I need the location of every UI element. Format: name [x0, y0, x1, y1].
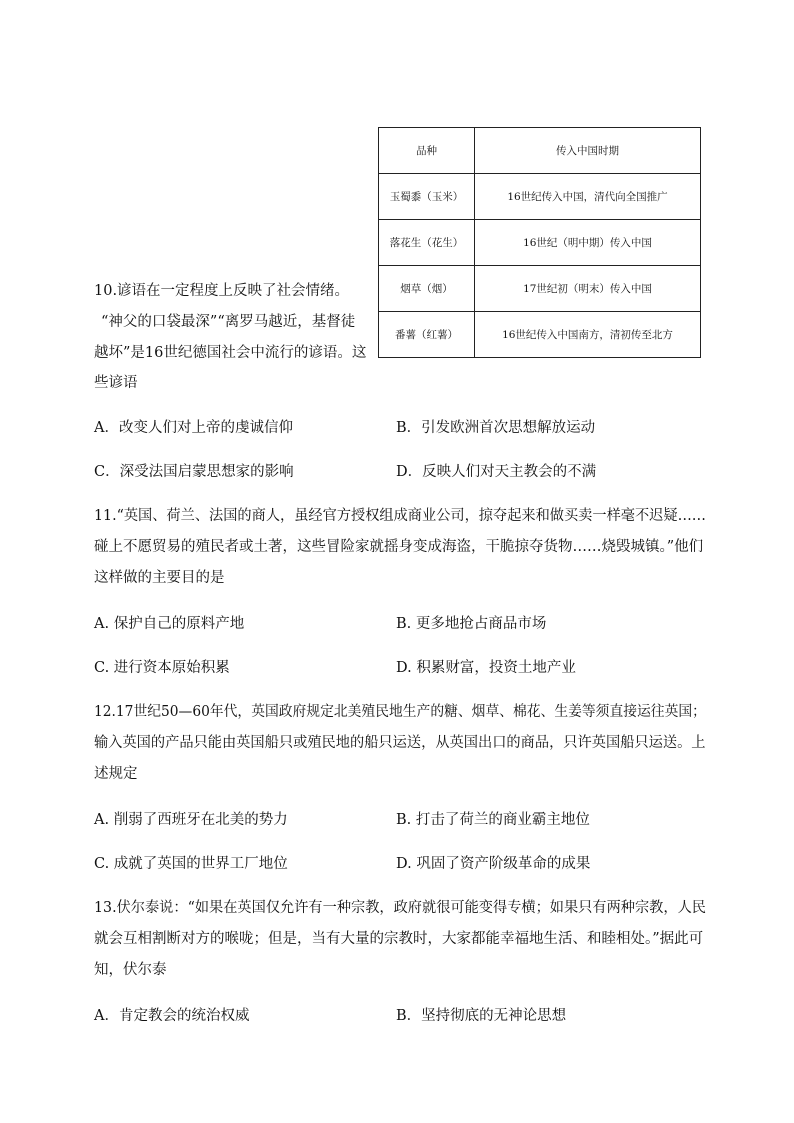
table-header-row	[379, 128, 701, 174]
q10-stem-line-3: 越坏”是16世纪德国社会中流行的谚语。这	[94, 345, 367, 361]
table-row	[379, 174, 701, 220]
q10-stem-line-2: “神父的口袋最深”“离罗马越近，基督徒	[101, 314, 356, 330]
table-cell: 烟草（烟）	[379, 266, 475, 312]
q10-stem-line-4: 些谚语	[94, 375, 138, 391]
q13-stem-line-1: 13.伏尔泰说：“如果在英国仅允许有一种宗教，政府就很可能变得专横；如果只有两种宗教，人民	[94, 900, 706, 916]
q12-option-c[interactable]: C. 成就了英国的世界工厂地位	[94, 856, 288, 872]
q13-option-a[interactable]: A．肯定教会的统治权威	[94, 1008, 250, 1024]
table-cell: 玉蜀黍（玉米）	[379, 174, 475, 220]
table-cell: 16世纪传入中国，清代向全国推广	[475, 174, 701, 220]
crops-table	[378, 127, 701, 358]
q12-option-b[interactable]: B. 打击了荷兰的商业霸主地位	[396, 812, 590, 828]
q12-stem-line-3: 述规定	[94, 766, 138, 782]
q10-stem-line-1: 10.谚语在一定程度上反映了社会情绪。	[94, 283, 350, 299]
q10-option-c[interactable]: C．深受法国启蒙思想家的影响	[94, 464, 294, 480]
table-row	[379, 312, 701, 358]
q13-option-b[interactable]: B．坚持彻底的无神论思想	[396, 1008, 567, 1024]
q10-option-a[interactable]: A．改变人们对上帝的虔诚信仰	[94, 420, 293, 436]
table-row	[379, 220, 701, 266]
q11-stem-line-1: 11.“英国、荷兰、法国的商人，虽经官方授权组成商业公司，掠夺起来和做买卖一样毫不迟疑……	[94, 508, 706, 524]
q13-stem-line-3: 知，伏尔泰	[94, 962, 167, 978]
q11-option-c[interactable]: C. 进行资本原始积累	[94, 660, 230, 676]
table-cell: 16世纪传入中国南方，清初传至北方	[475, 312, 701, 358]
table-header-cell: 传入中国时期	[475, 128, 701, 174]
q12-stem-line-1: 12.17世纪50—60年代，英国政府规定北美殖民地生产的糖、烟草、棉花、生姜等须直接运往英国；	[94, 704, 706, 720]
table-cell: 16世纪（明中期）传入中国	[475, 220, 701, 266]
q12-option-a[interactable]: A. 削弱了西班牙在北美的势力	[94, 812, 288, 828]
table-header-cell: 品种	[379, 128, 475, 174]
table-cell: 落花生（花生）	[379, 220, 475, 266]
q13-stem-line-2: 就会互相割断对方的喉咙；但是，当有大量的宗教时，大家都能幸福地生活、和睦相处。”据此可	[94, 931, 704, 947]
q10-option-d[interactable]: D．反映人们对天主教会的不满	[396, 464, 597, 480]
q11-option-d[interactable]: D. 积累财富，投资土地产业	[396, 660, 576, 676]
q12-option-d[interactable]: D. 巩固了资产阶级革命的成果	[396, 856, 591, 872]
q11-option-a[interactable]: A. 保护自己的原料产地	[94, 616, 245, 632]
q12-stem-line-2: 输入英国的产品只能由英国船只或殖民地的船只运送，从英国出口的商品，只许英国船只运送。上	[94, 735, 706, 751]
table-cell: 17世纪初（明末）传入中国	[475, 266, 701, 312]
q11-stem-line-2: 碰上不愿贸易的殖民者或土著，这些冒险家就摇身变成海盗，干脆掠夺货物……烧毁城镇。”他们	[94, 539, 704, 555]
table-row	[379, 266, 701, 312]
table-cell: 番薯（红薯）	[379, 312, 475, 358]
q10-option-b[interactable]: B．引发欧洲首次思想解放运动	[396, 420, 596, 436]
q11-option-b[interactable]: B. 更多地抢占商品市场	[396, 616, 547, 632]
q11-stem-line-3: 这样做的主要目的是	[94, 570, 225, 586]
